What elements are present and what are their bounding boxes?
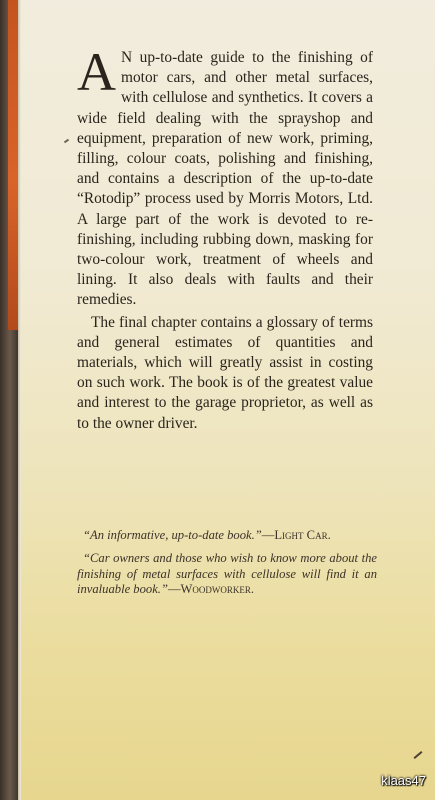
page-edge (18, 0, 21, 800)
paragraph-1-text: N up-to-date guide to the finishing of motor cars, and other metal surfaces, with cellulose and synthetics. It covers a wide field dealing with the sprayshop and equipment, preparation of new work, priming, filling, colour coats, polishing and finishing, and contains a description of the up-to-date “Rotodip” process used by Morris Motors, Ltd. A large part of the work is devoted to re-finishing, including rubbing down, masking for two-colour work, treatment of wheels and lining. It also deals with faults and their remedies. (77, 49, 373, 309)
watermark: klaas47 (381, 773, 426, 788)
blurb-paragraph-2: The final chapter contains a glossary of terms and general estimates of quantities and materials, which will greatly assist in costing on such work. The book is of the greatest value and interest to the garage proprietor, as well as to the owner driver. (77, 313, 373, 432)
blurb-paragraph-1 (77, 42, 373, 311)
quote-text: “Car owners and those who wish to know more about the finishing of metal surfaces with cellulose will find it an invaluable book.” (77, 551, 377, 597)
drop-cap: A (77, 42, 116, 102)
quote-text: “An informative, up-to-date book.” (83, 528, 262, 542)
review-quotes (77, 528, 377, 606)
paper-speck (64, 140, 72, 148)
quote-dash: — (167, 582, 181, 597)
blurb-text (77, 42, 373, 434)
quote-woodworker (77, 551, 377, 597)
quote-source: Light Car. (274, 528, 331, 542)
quote-dash: — (261, 528, 275, 542)
quote-source: Woodworker. (180, 582, 255, 597)
quote-light-car (77, 528, 377, 543)
